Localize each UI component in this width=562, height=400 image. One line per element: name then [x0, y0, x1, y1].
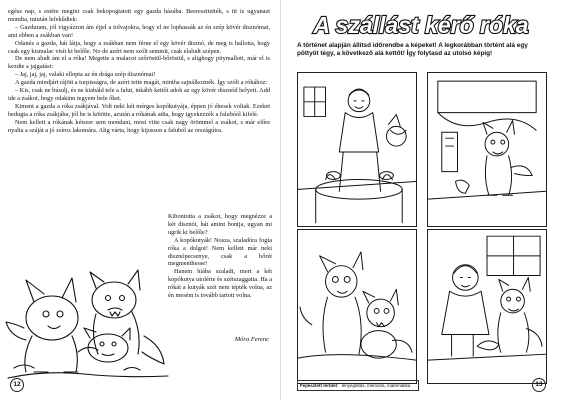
- fox-and-dogs-illustration: [4, 240, 172, 382]
- footer-label: Fejlesztett terület:: [300, 383, 339, 388]
- story-paragraph: Kibontotta a zsákot, hogy megnézze a két disznót, hát amint bontja, ugyan mi ugrik ki belőle?: [168, 213, 272, 236]
- instructions-text: A történet alapján állítsd időrendbe a képeket! A legkorábban történt alá egy pöttyöt tégy, a következő alá kettőt! Így folytasd az utolsó képig!: [297, 42, 528, 57]
- picture-frame-3: [297, 229, 417, 384]
- story-text-continued: [168, 213, 272, 300]
- story-paragraph: egész nap, s estére megint csak bekopogtatott egy gazda házába. Beereszttették, s itt is ugyanazt mondta, miután lefekűdtek:: [8, 8, 270, 23]
- story-paragraph: A kopókutyák! Nosza, szaladóra fogta róka a dolgot! Nem kellett már neki disznópecsenye, csak a bőrét megmenthesse!: [168, 236, 272, 268]
- story-paragraph: De nem aludt ám el a róka! Megette a malacot szőröstül-bőröstül, s alighogy pitymallott, már el is kezdte a jajgatást:: [8, 55, 270, 71]
- story-paragraph: – Gazduram, jól vigyázzon ám éjjel a tolvajokra, hogy el ne lophassák az én szép kövér disznómat, ami ebben a zsákban van!: [8, 23, 270, 39]
- story-paragraph: Odanéz a gazda, hát látja, hogy a zsákban nem férne el egy kövér disznó, de meg is hallotta, hogy csak egy kismalac visít ki belőle. No de azért nem szólt semmit, csak elaludt szépen.: [8, 39, 270, 55]
- author-name: Móra Ferenc: [234, 336, 269, 343]
- story-paragraph: Hanem hiába szaladt, mert a két kopókutya utolérte és szétszaggatta. Ha a rókát a kutyák szét nem tépték volna, az én mesém is tovább tartott volna.: [168, 268, 272, 300]
- picture-frame-2: [427, 72, 547, 227]
- footer-skills-box: [297, 380, 419, 391]
- page-number-left: 12: [10, 378, 24, 392]
- right-page: [281, 0, 562, 400]
- footer-skills: lényeglátás, memória, matematika: [341, 383, 411, 388]
- page-number-right: 13: [532, 378, 546, 392]
- story-paragraph: – Kis, csak ne búsulj, és ne kiabáld tele a falut, inkább kettőt adok az egy kövér disznód helyett. Add ide a zsákot, hogy odakinn tegyem bele őket.: [8, 87, 270, 102]
- story-paragraph: A gazda mindjárt rájött a turpisságra, de azért tette magát, mintha sajnálkoznék. Így szólt a rókához:: [15, 79, 268, 87]
- page-title: [291, 10, 551, 40]
- story-paragraph: – Jaj, jaj, jaj, valaki ellopta az én drága szép disznómat!: [15, 71, 156, 79]
- picture-frame-1: [297, 72, 417, 227]
- title-text: A szállást kérő róka: [313, 12, 529, 38]
- story-paragraph: Kiment a gazda a róka zsákjával. Volt neki két mérges kopókutyája, éppen jó éhesek voltak. Ezeket bedugta a róka zsákjába, jól be is kötötte, azután a rókának adta, hogy igyekezzék a falubóól kifelé.: [8, 102, 270, 118]
- picture-frame-4: [427, 229, 547, 384]
- story-paragraph: Nem kellett a rókának kétszer sem mondani, most vitte csak nagy örömmel a zsákot, s már előre nyalta a száját a jó zsíros lakomára. Alig várta, hogy kijusson a faluból az országútra.: [8, 118, 270, 134]
- story-text: [8, 8, 270, 135]
